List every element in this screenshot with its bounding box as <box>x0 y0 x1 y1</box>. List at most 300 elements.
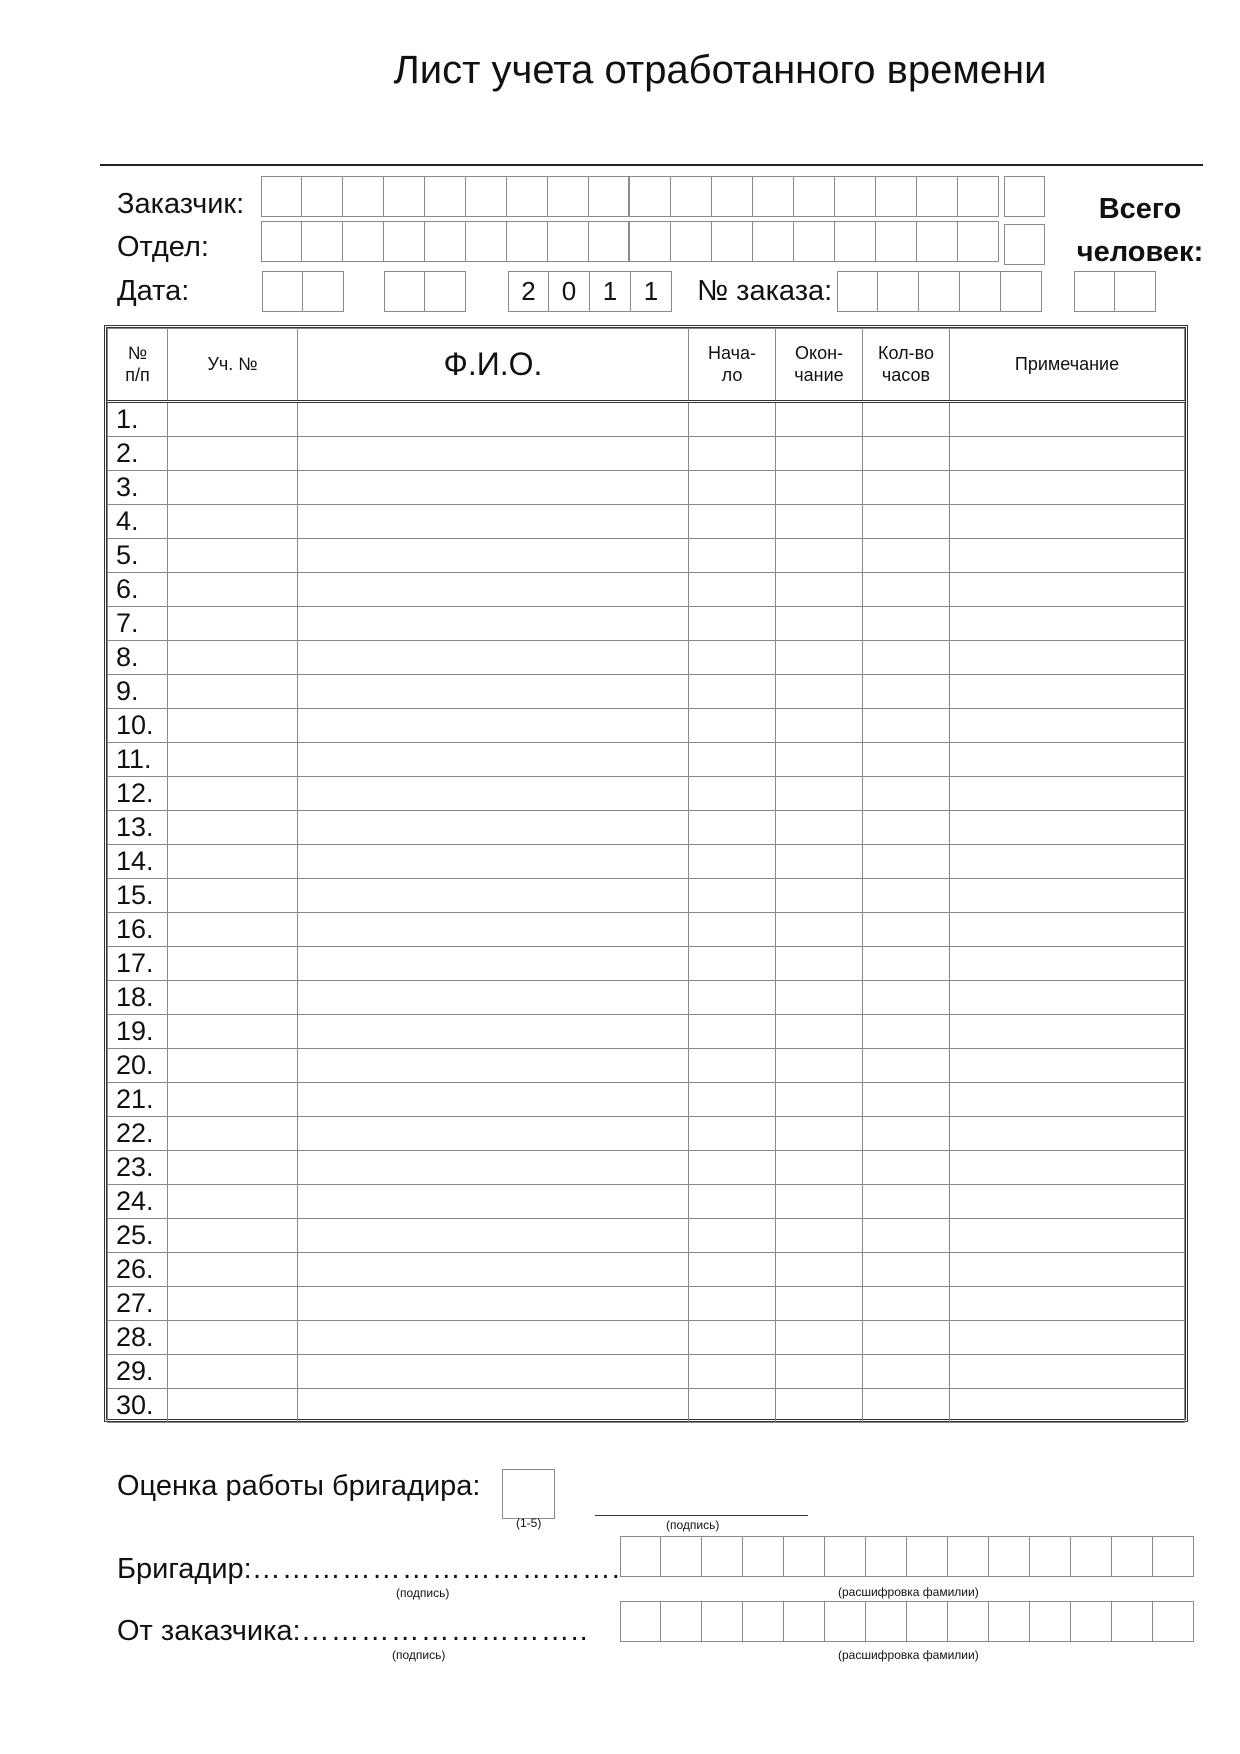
start-cell[interactable] <box>689 1219 776 1253</box>
start-cell[interactable] <box>689 879 776 913</box>
full-name-cell[interactable] <box>298 777 689 811</box>
row-number: 17. <box>108 947 168 981</box>
account-number-cell[interactable] <box>168 1219 298 1253</box>
hours-cell[interactable] <box>863 1117 950 1151</box>
foreman-surname-cell[interactable] <box>702 1536 743 1577</box>
end-cell[interactable] <box>776 1049 863 1083</box>
customer-extra-cell[interactable] <box>1004 176 1045 217</box>
foreman-surname-cell[interactable] <box>784 1536 825 1577</box>
department-cell[interactable] <box>712 221 753 262</box>
customer-surname-cell[interactable] <box>1030 1601 1071 1642</box>
page-title: Лист учета отработанного времени <box>393 48 1047 92</box>
customer-cell[interactable] <box>630 176 671 217</box>
note-cell[interactable] <box>950 845 1185 879</box>
hours-cell[interactable] <box>863 1083 950 1117</box>
full-name-cell[interactable] <box>298 1015 689 1049</box>
department-cell[interactable] <box>876 221 917 262</box>
start-cell[interactable] <box>689 1389 776 1423</box>
row-number: 29. <box>108 1355 168 1389</box>
customer-surname-cell[interactable] <box>702 1601 743 1642</box>
customer-cell[interactable] <box>794 176 835 217</box>
note-cell[interactable] <box>950 1219 1185 1253</box>
customer-cell[interactable] <box>712 176 753 217</box>
hours-cell[interactable] <box>863 981 950 1015</box>
account-number-cell[interactable] <box>168 1049 298 1083</box>
start-cell[interactable] <box>689 1151 776 1185</box>
customer-surname-cells[interactable] <box>620 1601 1194 1642</box>
note-cell[interactable] <box>950 947 1185 981</box>
account-number-cell[interactable] <box>168 505 298 539</box>
full-name-cell[interactable] <box>298 879 689 913</box>
note-cell[interactable] <box>950 437 1185 471</box>
customer-surname-cell[interactable] <box>743 1601 784 1642</box>
customer-surname-cell[interactable] <box>948 1601 989 1642</box>
account-number-cell[interactable] <box>168 1321 298 1355</box>
account-number-cell[interactable] <box>168 402 298 437</box>
foreman-surname-cell[interactable] <box>1071 1536 1112 1577</box>
start-cell[interactable] <box>689 743 776 777</box>
end-cell[interactable] <box>776 743 863 777</box>
start-cell[interactable] <box>689 981 776 1015</box>
row-number: 15. <box>108 879 168 913</box>
end-cell[interactable] <box>776 709 863 743</box>
full-name-cell[interactable] <box>298 1117 689 1151</box>
start-cell[interactable] <box>689 641 776 675</box>
account-number-cell[interactable] <box>168 743 298 777</box>
full-name-cell[interactable] <box>298 573 689 607</box>
hours-cell[interactable] <box>863 437 950 471</box>
end-cell[interactable] <box>776 1389 863 1423</box>
start-cell[interactable] <box>689 947 776 981</box>
start-cell[interactable] <box>689 1321 776 1355</box>
full-name-cell[interactable] <box>298 1321 689 1355</box>
full-name-cell[interactable] <box>298 1253 689 1287</box>
order-cell[interactable] <box>960 271 1001 312</box>
hours-cell[interactable] <box>863 505 950 539</box>
department-extra-cell[interactable] <box>1004 224 1045 265</box>
customer-cell[interactable] <box>835 176 876 217</box>
department-cell[interactable] <box>753 221 794 262</box>
full-name-cell[interactable] <box>298 1389 689 1423</box>
table-row <box>108 1287 1185 1321</box>
col-header-number: № п/п <box>108 329 168 402</box>
customer-surname-cell[interactable] <box>1153 1601 1194 1642</box>
hours-cell[interactable] <box>863 1049 950 1083</box>
end-cell[interactable] <box>776 437 863 471</box>
start-cell[interactable] <box>689 777 776 811</box>
order-cell[interactable] <box>837 271 878 312</box>
full-name-cell[interactable] <box>298 1083 689 1117</box>
account-number-cell[interactable] <box>168 811 298 845</box>
foreman-surname-cells[interactable] <box>620 1536 1194 1577</box>
note-cell[interactable] <box>950 1287 1185 1321</box>
customer-signature-dots[interactable]: ……………………….. <box>300 1615 589 1647</box>
department-cells[interactable] <box>261 221 999 262</box>
table-header-row <box>108 329 1185 402</box>
customer-cell[interactable] <box>343 176 384 217</box>
customer-cell[interactable] <box>671 176 712 217</box>
note-cell[interactable] <box>950 641 1185 675</box>
department-cell[interactable] <box>589 221 630 262</box>
account-number-cell[interactable] <box>168 607 298 641</box>
customer-surname-cell[interactable] <box>1112 1601 1153 1642</box>
date-year-cells[interactable] <box>508 271 672 312</box>
foreman-surname-cell[interactable] <box>866 1536 907 1577</box>
department-cell[interactable] <box>425 221 466 262</box>
start-cell[interactable] <box>689 1185 776 1219</box>
full-name-cell[interactable] <box>298 641 689 675</box>
customer-surname-cell[interactable] <box>661 1601 702 1642</box>
customer-cell[interactable] <box>876 176 917 217</box>
customer-cell[interactable] <box>917 176 958 217</box>
department-cell[interactable] <box>917 221 958 262</box>
full-name-cell[interactable] <box>298 402 689 437</box>
end-cell[interactable] <box>776 947 863 981</box>
start-cell[interactable] <box>689 471 776 505</box>
end-cell[interactable] <box>776 1185 863 1219</box>
account-number-cell[interactable] <box>168 1185 298 1219</box>
account-number-cell[interactable] <box>168 437 298 471</box>
customer-cell[interactable] <box>425 176 466 217</box>
hours-cell[interactable] <box>863 811 950 845</box>
start-cell[interactable] <box>689 607 776 641</box>
end-cell[interactable] <box>776 573 863 607</box>
row-number: 19. <box>108 1015 168 1049</box>
customer-surname-cell[interactable] <box>784 1601 825 1642</box>
department-cell[interactable] <box>261 221 302 262</box>
account-number-cell[interactable] <box>168 1253 298 1287</box>
hours-cell[interactable] <box>863 1389 950 1423</box>
row-number: 25. <box>108 1219 168 1253</box>
note-cell[interactable] <box>950 1355 1185 1389</box>
table-row <box>108 811 1185 845</box>
start-cell[interactable] <box>689 709 776 743</box>
account-number-cell[interactable] <box>168 1117 298 1151</box>
department-cell[interactable] <box>835 221 876 262</box>
total-people-cell[interactable] <box>1115 271 1156 312</box>
row-number: 11. <box>108 743 168 777</box>
start-cell[interactable] <box>689 1355 776 1389</box>
note-cell[interactable] <box>950 879 1185 913</box>
foreman-surname-cell[interactable] <box>661 1536 702 1577</box>
full-name-cell[interactable] <box>298 1355 689 1389</box>
table-row <box>108 505 1185 539</box>
note-cell[interactable] <box>950 1015 1185 1049</box>
start-cell[interactable] <box>689 811 776 845</box>
full-name-cell[interactable] <box>298 913 689 947</box>
note-cell[interactable] <box>950 1151 1185 1185</box>
department-cell[interactable] <box>630 221 671 262</box>
hours-cell[interactable] <box>863 845 950 879</box>
full-name-cell[interactable] <box>298 505 689 539</box>
end-cell[interactable] <box>776 1015 863 1049</box>
full-name-cell[interactable] <box>298 1219 689 1253</box>
end-cell[interactable] <box>776 1219 863 1253</box>
foreman-surname-cell[interactable] <box>948 1536 989 1577</box>
hours-cell[interactable] <box>863 1185 950 1219</box>
full-name-cell[interactable] <box>298 1287 689 1321</box>
table-row <box>108 1253 1185 1287</box>
end-cell[interactable] <box>776 811 863 845</box>
full-name-cell[interactable] <box>298 709 689 743</box>
account-number-cell[interactable] <box>168 709 298 743</box>
customer-cell[interactable] <box>466 176 507 217</box>
department-cell[interactable] <box>302 221 343 262</box>
account-number-cell[interactable] <box>168 845 298 879</box>
account-number-cell[interactable] <box>168 641 298 675</box>
hours-cell[interactable] <box>863 1015 950 1049</box>
date-day-cells[interactable] <box>262 271 344 312</box>
hours-cell[interactable] <box>863 709 950 743</box>
hours-cell[interactable] <box>863 1219 950 1253</box>
foreman-label: Бригадир:………………………………. <box>117 1553 621 1585</box>
hours-cell[interactable] <box>863 1253 950 1287</box>
hours-cell[interactable] <box>863 1355 950 1389</box>
end-cell[interactable] <box>776 1151 863 1185</box>
hours-cell[interactable] <box>863 1287 950 1321</box>
order-cell[interactable] <box>878 271 919 312</box>
table-row <box>108 1049 1185 1083</box>
note-cell[interactable] <box>950 402 1185 437</box>
account-number-cell[interactable] <box>168 913 298 947</box>
date-month-cells[interactable] <box>384 271 466 312</box>
foreman-surname-cell[interactable] <box>1030 1536 1071 1577</box>
full-name-cell[interactable] <box>298 947 689 981</box>
total-people-cells[interactable] <box>1074 271 1156 312</box>
note-cell[interactable] <box>950 709 1185 743</box>
note-cell[interactable] <box>950 981 1185 1015</box>
customer-cell[interactable] <box>548 176 589 217</box>
year-digit: 0 <box>549 271 590 312</box>
customer-signature-hint: (подпись) <box>392 1648 446 1662</box>
hours-cell[interactable] <box>863 743 950 777</box>
hours-cell[interactable] <box>863 777 950 811</box>
department-cell[interactable] <box>507 221 548 262</box>
hours-cell[interactable] <box>863 675 950 709</box>
start-cell[interactable] <box>689 1049 776 1083</box>
start-cell[interactable] <box>689 1083 776 1117</box>
hours-cell[interactable] <box>863 402 950 437</box>
foreman-surname-cell[interactable] <box>989 1536 1030 1577</box>
order-cells[interactable] <box>837 271 1042 312</box>
account-number-cell[interactable] <box>168 1355 298 1389</box>
end-cell[interactable] <box>776 1321 863 1355</box>
account-number-cell[interactable] <box>168 1287 298 1321</box>
full-name-cell[interactable] <box>298 1151 689 1185</box>
total-people-cell[interactable] <box>1074 271 1115 312</box>
start-cell[interactable] <box>689 539 776 573</box>
foreman-surname-cell[interactable] <box>907 1536 948 1577</box>
end-cell[interactable] <box>776 1083 863 1117</box>
account-number-cell[interactable] <box>168 1389 298 1423</box>
full-name-cell[interactable] <box>298 845 689 879</box>
table-row <box>108 437 1185 471</box>
hours-cell[interactable] <box>863 471 950 505</box>
full-name-cell[interactable] <box>298 471 689 505</box>
customer-cell[interactable] <box>958 176 999 217</box>
note-cell[interactable] <box>950 607 1185 641</box>
date-label: Дата: <box>117 275 190 307</box>
foreman-surname-cell[interactable] <box>620 1536 661 1577</box>
note-cell[interactable] <box>950 777 1185 811</box>
note-cell[interactable] <box>950 1185 1185 1219</box>
note-cell[interactable] <box>950 1321 1185 1355</box>
note-cell[interactable] <box>950 743 1185 777</box>
hours-cell[interactable] <box>863 573 950 607</box>
end-cell[interactable] <box>776 845 863 879</box>
order-cell[interactable] <box>919 271 960 312</box>
department-cell[interactable] <box>958 221 999 262</box>
department-cell[interactable] <box>671 221 712 262</box>
account-number-cell[interactable] <box>168 879 298 913</box>
end-cell[interactable] <box>776 913 863 947</box>
foreman-surname-cell[interactable] <box>1153 1536 1194 1577</box>
end-cell[interactable] <box>776 1253 863 1287</box>
row-number: 20. <box>108 1049 168 1083</box>
department-cell[interactable] <box>384 221 425 262</box>
start-cell[interactable] <box>689 913 776 947</box>
note-cell[interactable] <box>950 1117 1185 1151</box>
customer-surname-cell[interactable] <box>907 1601 948 1642</box>
full-name-cell[interactable] <box>298 675 689 709</box>
start-cell[interactable] <box>689 1253 776 1287</box>
date-day-cell[interactable] <box>303 271 344 312</box>
start-cell[interactable] <box>689 505 776 539</box>
date-month-cell[interactable] <box>384 271 425 312</box>
customer-cell[interactable] <box>302 176 343 217</box>
table-row <box>108 1151 1185 1185</box>
row-number: 3. <box>108 471 168 505</box>
hours-cell[interactable] <box>863 539 950 573</box>
note-cell[interactable] <box>950 675 1185 709</box>
start-cell[interactable] <box>689 1117 776 1151</box>
account-number-cell[interactable] <box>168 947 298 981</box>
foreman-surname-cell[interactable] <box>1112 1536 1153 1577</box>
full-name-cell[interactable] <box>298 1185 689 1219</box>
department-cell[interactable] <box>794 221 835 262</box>
row-number: 28. <box>108 1321 168 1355</box>
customer-surname-cell[interactable] <box>1071 1601 1112 1642</box>
hours-cell[interactable] <box>863 607 950 641</box>
end-cell[interactable] <box>776 1117 863 1151</box>
end-cell[interactable] <box>776 981 863 1015</box>
note-cell[interactable] <box>950 573 1185 607</box>
customer-cells[interactable] <box>261 176 999 217</box>
end-cell[interactable] <box>776 402 863 437</box>
start-cell[interactable] <box>689 675 776 709</box>
note-cell[interactable] <box>950 1389 1185 1423</box>
start-cell[interactable] <box>689 402 776 437</box>
end-cell[interactable] <box>776 777 863 811</box>
order-cell[interactable] <box>1001 271 1042 312</box>
account-number-cell[interactable] <box>168 573 298 607</box>
customer-surname-cell[interactable] <box>866 1601 907 1642</box>
date-month-cell[interactable] <box>425 271 466 312</box>
end-cell[interactable] <box>776 539 863 573</box>
customer-cell[interactable] <box>753 176 794 217</box>
start-cell[interactable] <box>689 437 776 471</box>
foreman-surname-cell[interactable] <box>743 1536 784 1577</box>
account-number-cell[interactable] <box>168 675 298 709</box>
customer-cell[interactable] <box>589 176 630 217</box>
note-cell[interactable] <box>950 505 1185 539</box>
hours-cell[interactable] <box>863 947 950 981</box>
account-number-cell[interactable] <box>168 981 298 1015</box>
start-cell[interactable] <box>689 573 776 607</box>
hours-cell[interactable] <box>863 1321 950 1355</box>
row-number: 26. <box>108 1253 168 1287</box>
end-cell[interactable] <box>776 879 863 913</box>
department-cell[interactable] <box>466 221 507 262</box>
start-cell[interactable] <box>689 1287 776 1321</box>
full-name-cell[interactable] <box>298 981 689 1015</box>
note-cell[interactable] <box>950 471 1185 505</box>
foreman-surname-cell[interactable] <box>825 1536 866 1577</box>
end-cell[interactable] <box>776 1287 863 1321</box>
account-number-cell[interactable] <box>168 471 298 505</box>
row-number: 9. <box>108 675 168 709</box>
note-cell[interactable] <box>950 1253 1185 1287</box>
start-cell[interactable] <box>689 1015 776 1049</box>
department-cell[interactable] <box>548 221 589 262</box>
end-cell[interactable] <box>776 471 863 505</box>
full-name-cell[interactable] <box>298 539 689 573</box>
customer-cell[interactable] <box>261 176 302 217</box>
date-day-cell[interactable] <box>262 271 303 312</box>
full-name-cell[interactable] <box>298 743 689 777</box>
customer-surname-cell[interactable] <box>825 1601 866 1642</box>
row-number: 30. <box>108 1389 168 1423</box>
customer-surname-cell[interactable] <box>620 1601 661 1642</box>
end-cell[interactable] <box>776 675 863 709</box>
customer-cell[interactable] <box>384 176 425 217</box>
note-cell[interactable] <box>950 811 1185 845</box>
note-cell[interactable] <box>950 913 1185 947</box>
end-cell[interactable] <box>776 1355 863 1389</box>
department-label: Отдел: <box>117 231 209 263</box>
department-cell[interactable] <box>343 221 384 262</box>
hours-cell[interactable] <box>863 641 950 675</box>
full-name-cell[interactable] <box>298 437 689 471</box>
account-number-cell[interactable] <box>168 1015 298 1049</box>
end-cell[interactable] <box>776 607 863 641</box>
foreman-signature-dots[interactable]: ………………………………. <box>251 1553 621 1585</box>
account-number-cell[interactable] <box>168 777 298 811</box>
hours-cell[interactable] <box>863 913 950 947</box>
account-number-cell[interactable] <box>168 1083 298 1117</box>
col-header-account-number: Уч. № <box>168 329 298 402</box>
full-name-cell[interactable] <box>298 607 689 641</box>
hours-cell[interactable] <box>863 879 950 913</box>
row-number: 18. <box>108 981 168 1015</box>
account-number-cell[interactable] <box>168 539 298 573</box>
rating-signature-line[interactable] <box>595 1515 808 1516</box>
rating-box[interactable] <box>502 1469 555 1519</box>
end-cell[interactable] <box>776 505 863 539</box>
full-name-cell[interactable] <box>298 811 689 845</box>
note-cell[interactable] <box>950 539 1185 573</box>
start-cell[interactable] <box>689 845 776 879</box>
end-cell[interactable] <box>776 641 863 675</box>
full-name-cell[interactable] <box>298 1049 689 1083</box>
note-cell[interactable] <box>950 1049 1185 1083</box>
note-cell[interactable] <box>950 1083 1185 1117</box>
hours-cell[interactable] <box>863 1151 950 1185</box>
customer-cell[interactable] <box>507 176 548 217</box>
customer-surname-cell[interactable] <box>989 1601 1030 1642</box>
year-digit: 2 <box>508 271 549 312</box>
account-number-cell[interactable] <box>168 1151 298 1185</box>
